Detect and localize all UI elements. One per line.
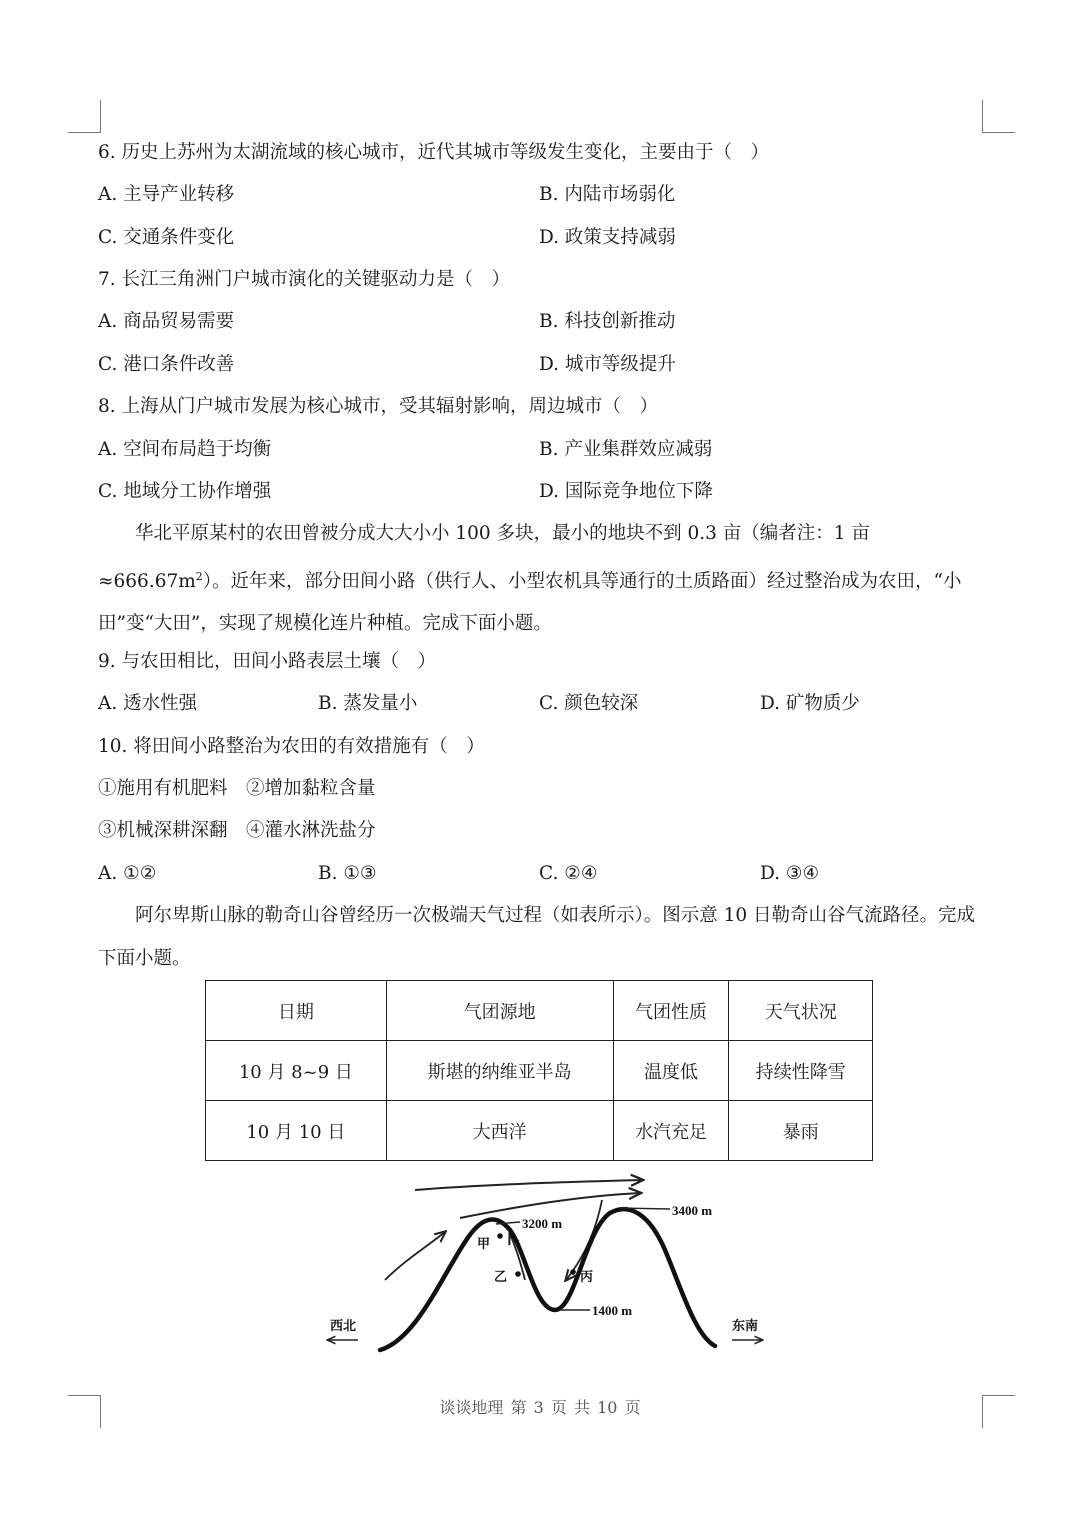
footer-page-prefix: 第 (510, 1398, 527, 1417)
weather-table (205, 980, 873, 1161)
question-8-option-d[interactable]: D. 国际竞争地位下降 (539, 481, 713, 502)
question-6-option-c[interactable]: C. 交通条件变化 (98, 227, 235, 248)
label-1400: 1400 m (592, 1303, 633, 1318)
crop-mark-top-left (68, 100, 101, 133)
table-header-cell: 日期 (206, 981, 387, 1041)
label-3400: 3400 m (672, 1203, 713, 1218)
question-10-option-c[interactable]: C. ②④ (539, 863, 598, 884)
upper-airflow-arrow-1 (415, 1180, 642, 1190)
label-bing: 丙 (580, 1270, 594, 1285)
footer-total-prefix: 共 (574, 1398, 591, 1417)
table-cell: 大西洋 (386, 1101, 613, 1161)
descending-air-arrow (566, 1200, 602, 1280)
question-10-stem: 10. 将田间小路整治为农田的有效措施有（ ） (98, 736, 485, 757)
table-cell: 10 月 10 日 (206, 1101, 387, 1161)
table-cell: 暴雨 (729, 1101, 873, 1161)
point-bing (570, 1269, 576, 1275)
leader-3400 (620, 1208, 670, 1209)
question-7-option-d[interactable]: D. 城市等级提升 (539, 354, 676, 375)
table-cell: 斯堪的纳维亚半岛 (386, 1041, 613, 1101)
passage-farmland-superscript: 2 (195, 569, 203, 583)
table-header-cell: 气团源地 (386, 981, 613, 1041)
passage-alps (98, 895, 982, 980)
question-7-stem: 7. 长江三角洲门户城市演化的关键驱动力是（ ） (98, 269, 511, 290)
question-9-option-b[interactable]: B. 蒸发量小 (318, 693, 418, 714)
table-header-cell: 天气状况 (729, 981, 873, 1041)
upper-airflow-arrow-2 (460, 1193, 640, 1218)
passage-farmland-text-1: 华北平原某村的农田曾被分成大大小小 100 多块，最小的地块不到 0.3 亩（编者注：1 亩≈666.67m (98, 523, 870, 592)
question-7-option-b[interactable]: B. 科技创新推动 (539, 311, 676, 332)
question-9-option-a[interactable]: A. 透水性强 (98, 693, 198, 714)
question-10-option-a[interactable]: A. ①② (98, 863, 157, 884)
question-8-option-c[interactable]: C. 地域分工协作增强 (98, 481, 272, 502)
question-7-option-a[interactable]: A. 商品贸易需要 (98, 311, 235, 332)
label-3200: 3200 m (522, 1216, 563, 1231)
table-header-cell: 气团性质 (613, 981, 729, 1041)
table-row (206, 1101, 873, 1161)
table-cell: 温度低 (613, 1041, 729, 1101)
page-footer (0, 1395, 1080, 1418)
footer-total-suffix: 页 (624, 1398, 641, 1417)
table-header-row (206, 981, 873, 1041)
footer-name: 谈谈地理 (439, 1398, 504, 1417)
footer-total-pages: 10 (597, 1398, 618, 1417)
footer-page-number: 3 (533, 1398, 544, 1417)
passage-farmland-text-2: ）。近年来，部分田间小路（供行人、小型农机具等通行的土质路面）经过整治成为农田，“小田”变“大田”，实现了规模化连片种植。完成下面小题。 (98, 570, 962, 635)
question-9-option-c[interactable]: C. 颜色较深 (539, 693, 639, 714)
question-6-stem: 6. 历史上苏州为太湖流域的核心城市，近代其城市等级发生变化，主要由于（ ） (98, 142, 770, 163)
label-northwest: 西北 (330, 1319, 357, 1334)
label-jia: 甲 (477, 1237, 491, 1252)
table-cell: 10 月 8~9 日 (206, 1041, 387, 1101)
question-6-option-d[interactable]: D. 政策支持减弱 (539, 227, 676, 248)
question-9-stem: 9. 与农田相比，田间小路表层土壤（ ） (98, 651, 437, 672)
table-row (206, 1041, 873, 1101)
question-8-option-a[interactable]: A. 空间布局趋于均衡 (98, 439, 272, 460)
rising-air-arrow (385, 1232, 445, 1280)
question-10-items-1-2: ①施用有机肥料 ②增加黏粒含量 (98, 778, 376, 799)
question-7-option-c[interactable]: C. 港口条件改善 (98, 354, 235, 375)
question-10-option-d[interactable]: D. ③④ (760, 863, 820, 884)
question-8-stem: 8. 上海从门户城市发展为核心城市，受其辐射影响，周边城市（ ） (98, 396, 659, 417)
passage-alps-text: 阿尔卑斯山脉的勒奇山谷曾经历一次极端天气过程（如表所示）。图示意 10 日勒奇山谷气流路径。完成下面小题。 (98, 905, 976, 969)
question-8-option-b[interactable]: B. 产业集群效应减弱 (539, 439, 713, 460)
table-cell: 持续性降雪 (729, 1041, 873, 1101)
point-yi (515, 1271, 521, 1277)
question-9-option-d[interactable]: D. 矿物质少 (760, 693, 860, 714)
question-6-option-b[interactable]: B. 内陆市场弱化 (539, 184, 676, 205)
table-cell: 水汽充足 (613, 1101, 729, 1161)
footer-page-mid: 页 (550, 1398, 567, 1417)
crop-mark-top-right (982, 100, 1015, 133)
label-southeast: 东南 (732, 1319, 759, 1334)
valley-airflow-figure (320, 1160, 780, 1360)
label-yi: 乙 (494, 1270, 508, 1285)
passage-farmland (98, 513, 982, 646)
point-jia (497, 1233, 503, 1239)
question-6-option-a[interactable]: A. 主导产业转移 (98, 184, 235, 205)
question-10-option-b[interactable]: B. ①③ (318, 863, 377, 884)
question-10-items-3-4: ③机械深耕深翻 ④灌水淋洗盐分 (98, 820, 376, 841)
